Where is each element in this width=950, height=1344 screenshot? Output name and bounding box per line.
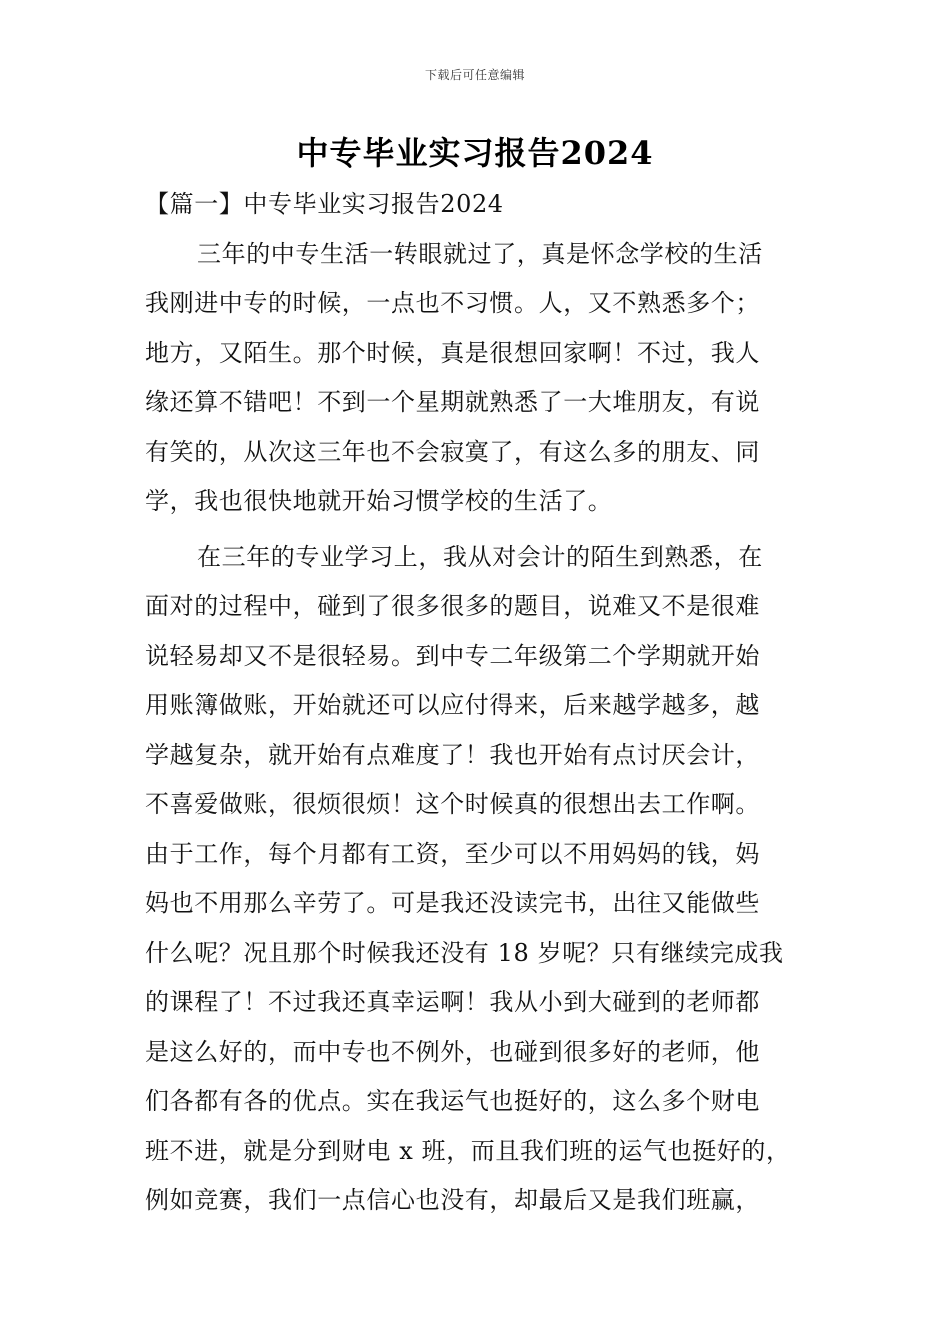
paragraph-1 — [145, 230, 807, 527]
paragraph-line: 不喜爱做账，很烦很烦！这个时候真的很想出去工作啊。 — [145, 790, 760, 818]
paragraph-line: 的课程了！不过我还真幸运啊！我从小到大碰到的老师都 — [145, 988, 760, 1016]
paragraph-line: 说轻易却又不是很轻易。到中专二年级第二个学期就开始 — [145, 641, 760, 670]
paragraph-line: 有笑的，从次这三年也不会寂寞了，有这么多的朋友、同 — [145, 437, 760, 466]
document-title: 中专毕业实习报告2024 — [296, 134, 654, 172]
paragraph-line: 什么呢？况且那个时候我还没有 18 岁呢？只有继续完成我 — [145, 938, 784, 967]
paragraph-line: 用账簿做账，开始就还可以应付得来，后来越学越多，越 — [145, 691, 760, 719]
paragraph-line: 班不进，就是分到财电 x 班，而且我们班的运气也挺好的， — [145, 1136, 791, 1165]
paragraph-line: 妈也不用那么辛劳了。可是我还没读完书，出往又能做些 — [145, 889, 760, 917]
paragraph-line: 在三年的专业学习上，我从对会计的陌生到熟悉，在 — [197, 542, 763, 571]
paragraph-line: 例如竞赛，我们一点信心也没有，却最后又是我们班赢， — [145, 1186, 760, 1214]
paragraph-line: 学，我也很快地就开始习惯学校的生活了。 — [145, 487, 613, 515]
paragraph-2 — [145, 533, 807, 1226]
paragraph-line: 我刚进中专的时候，一点也不习惯。人，又不熟悉多个； — [145, 289, 760, 317]
header-note: 下载后可任意编辑 — [424, 68, 525, 82]
paragraph-line: 面对的过程中，碰到了很多很多的题目，说难又不是很难 — [145, 592, 760, 620]
paragraph-line: 是这么好的，而中专也不例外，也碰到很多好的老师，他 — [145, 1037, 760, 1066]
paragraph-line: 地方，又陌生。那个时候，真是很想回家啊！不过，我人 — [145, 338, 760, 367]
section-heading: 【篇一】中专毕业实习报告2024 — [145, 190, 504, 218]
paragraph-line: 由于工作，每个月都有工资，至少可以不用妈妈的钱，妈 — [145, 839, 760, 868]
document-body — [145, 180, 807, 1226]
paragraph-line: 缘还算不错吧！不到一个星期就熟悉了一大堆朋友，有说 — [145, 388, 760, 416]
paragraph-line: 们各都有各的优点。实在我运气也挺好的，这么多个财电 — [145, 1087, 760, 1115]
paragraph-line: 学越复杂，就开始有点难度了！我也开始有点讨厌会计， — [145, 740, 760, 769]
paragraph-line: 三年的中专生活一转眼就过了，真是怀念学校的生活 — [197, 239, 763, 268]
